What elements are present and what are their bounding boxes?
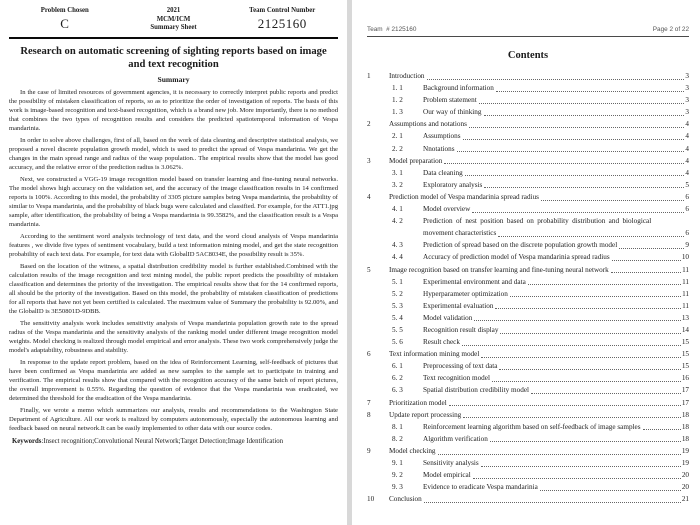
- toc-title: Sensitivity analysis: [423, 459, 479, 467]
- toc-entry: [367, 312, 689, 324]
- toc-leader-dots: [473, 478, 681, 479]
- toc-entry: [367, 215, 689, 227]
- toc-number: 5. 1: [392, 277, 403, 286]
- toc-leader-dots: [541, 200, 684, 201]
- toc-title: Experimental evaluation: [423, 301, 494, 310]
- toc-entry: [367, 384, 689, 396]
- toc-entry: [367, 130, 689, 142]
- toc-page-number: 4: [685, 120, 689, 129]
- toc-number: 10: [367, 495, 375, 504]
- toc-title: Accuracy of prediction model of Vespa mandarinia spread radius: [423, 253, 610, 262]
- toc-page-number: 11: [682, 277, 689, 286]
- toc-page-number: 11: [682, 265, 689, 274]
- toc-leader-dots: [438, 454, 681, 455]
- toc-page-number: 3: [685, 84, 689, 93]
- toc-leader-dots: [424, 502, 681, 503]
- toc-entry: [367, 155, 689, 167]
- toc-number: 8. 2: [392, 434, 403, 443]
- toc-entry: [367, 239, 689, 251]
- toc-page-number: 20: [681, 471, 689, 480]
- toc-leader-dots: [540, 490, 681, 491]
- toc-leader-dots: [510, 296, 681, 297]
- toc-title: Preprocessing of text data: [423, 362, 498, 371]
- toc-number: 1. 3: [392, 108, 403, 117]
- toc-number: 5. 6: [392, 338, 403, 347]
- toc-entry: [367, 409, 689, 421]
- toc-page-number: 19: [681, 446, 689, 455]
- toc-entry: [367, 227, 689, 239]
- toc-leader-dots: [643, 429, 681, 430]
- toc-number: 9: [367, 446, 371, 455]
- toc-entry: [367, 82, 689, 94]
- running-head-page-number: Page 2 of 22: [652, 26, 689, 33]
- toc-leader-dots: [465, 175, 685, 176]
- toc-entry: [367, 143, 689, 155]
- toc-number: 2. 1: [392, 132, 403, 141]
- toc-page-number: 3: [685, 96, 689, 105]
- toc-entry: [367, 493, 689, 505]
- toc-leader-dots: [500, 333, 680, 334]
- summary-heading: Summary: [157, 74, 190, 84]
- toc-entry: [367, 348, 689, 360]
- toc-page-number: 15: [681, 350, 689, 359]
- toc-leader-dots: [474, 320, 681, 321]
- toc-title: Update report processing: [389, 410, 462, 419]
- toc-number: 4: [367, 192, 371, 201]
- toc-page-number: 19: [681, 459, 689, 467]
- toc-number: 3: [367, 156, 371, 165]
- toc-number: 2: [367, 120, 371, 129]
- toc-page-number: 6: [685, 205, 689, 214]
- toc-number: 5. 4: [392, 313, 403, 322]
- toc-entry: [367, 70, 689, 82]
- toc-number: 6. 2: [392, 374, 403, 383]
- toc-entry: [367, 445, 689, 457]
- toc-number: 5. 5: [392, 325, 403, 334]
- toc-page-number: 15: [681, 338, 689, 347]
- toc-page-number: 17: [681, 386, 689, 395]
- team-number-block: [230, 7, 334, 33]
- toc-title: Model checking: [389, 446, 436, 455]
- toc-title: Spatial distribution credibility model: [423, 386, 530, 395]
- toc-leader-dots: [479, 103, 685, 104]
- toc-leader-dots: [492, 381, 681, 382]
- toc-title: Reinforcement learning algorithm based on self-feedback of image samples: [423, 422, 641, 431]
- team-number-value: 2125160: [257, 15, 307, 31]
- toc-entry: [367, 106, 689, 118]
- toc-leader-dots: [619, 248, 684, 249]
- toc-title: Prioritization model: [389, 398, 447, 407]
- toc-title: Experimental environment and data: [423, 277, 526, 286]
- toc-title: Problem statement: [423, 96, 477, 105]
- toc-number: 6. 1: [392, 362, 403, 371]
- toc-number: 9. 3: [392, 483, 403, 492]
- toc-page-number: 18: [681, 434, 689, 443]
- toc-page-number: 4: [685, 156, 689, 165]
- toc-number: 1. 2: [392, 96, 403, 105]
- contents-title: Contents: [507, 50, 549, 61]
- toc-title: Assumptions: [423, 132, 461, 141]
- contest-block: [117, 7, 231, 33]
- toc-number: 7: [367, 398, 371, 407]
- toc-title: Algorithm verification: [423, 434, 488, 443]
- toc-page-number: 16: [681, 374, 689, 383]
- toc-title: Text recognition model: [423, 374, 490, 383]
- summary-paragraph: The sensitivity analysis work includes sensitivity analysis of Vespa mandarinia population growth rate to the spread radius of the Vespa mandarinia and the sensitivity analysis of the ranking model under different image recognition model weights. Model checking is realized through model empirical and error analysis. These two work comprehensively judge the model's adaptability, robustness and stability.: [9, 319, 338, 354]
- toc-entry: [367, 167, 689, 179]
- toc-leader-dots: [496, 91, 685, 92]
- toc-number: 1: [367, 72, 371, 80]
- toc-title: Hyperparameter optimization: [423, 289, 508, 298]
- toc-page-number: 6: [685, 192, 689, 201]
- summary-paragraph: In response to the update report problem, based on the idea of Reinforcement Learning, self-feedback of pictures that have been confirmed as Vespa mandarinia are added as new samples to the sample set to participate in training and verification. The empirical results show that compared with the recognition accuracy of the same batch of report pictures, the overall improvement is 0.55%. Regarding the question of evidence that the Vespa mandarinia was eradicated, we determined the threshold for the eradication of the Vespa mandarinia.: [9, 358, 338, 402]
- toc-page-number: 4: [685, 168, 689, 177]
- toc-page-number: 20: [681, 483, 689, 492]
- toc-leader-dots: [481, 357, 680, 358]
- toc-title: Text information mining model: [389, 350, 480, 359]
- toc-page-number: 9: [685, 241, 689, 250]
- toc-entry: [367, 276, 689, 288]
- toc-title: Evidence to eradicate Vespa mandarinia: [423, 483, 538, 492]
- toc-number: 8: [367, 410, 371, 419]
- toc-leader-dots: [495, 308, 681, 309]
- summary-paragraph: Next, we constructed a VGG-19 image recognition model based on transfer learning and fine-tuning neural networks. The model shows high accuracy on the validation set, and the accuracy of the image classification results in 14 confirmed reports is 100%. According to this model, the probability of 3305 picture samples being Vespa mandarinia, the probability of similar to Vespa mandarinia, and the probability of black bugs were calculated and classified. For example, for the ATT1.jpg sample, after identification, the probability of being a Vespa mandarinia is 99.3582%, and the classification result is a Vespa mandarinia.: [9, 175, 338, 228]
- problem-chosen-label: Problem Chosen: [40, 7, 89, 14]
- toc-entry: [367, 191, 689, 203]
- toc-page-number: 10: [681, 253, 689, 262]
- toc-leader-dots: [463, 417, 681, 418]
- problem-chosen-block: [13, 7, 117, 33]
- toc-title: Prediction model of Vespa mandarinia spread radius: [389, 192, 539, 201]
- toc-title: Recognition result display: [423, 325, 499, 334]
- summary-sheet-header: [9, 5, 338, 39]
- toc-number: 8. 1: [392, 422, 403, 431]
- toc-entry: [367, 481, 689, 493]
- toc-leader-dots: [498, 236, 684, 237]
- toc-title: Assumptions and notations: [389, 120, 467, 129]
- toc-list: [367, 70, 689, 505]
- toc-page-number: 14: [681, 325, 689, 334]
- contents-page-header: [367, 26, 689, 37]
- paper-title: Research on automatic screening of sighting reports based on image and text recognition: [20, 45, 327, 70]
- toc-number: 5: [367, 265, 371, 274]
- toc-entry: [367, 324, 689, 336]
- toc-entry: [367, 421, 689, 433]
- toc-entry: [367, 372, 689, 384]
- toc-page-number: 15: [681, 362, 689, 371]
- toc-page-number: 18: [681, 410, 689, 419]
- toc-number: 6: [367, 350, 371, 359]
- toc-leader-dots: [612, 260, 681, 261]
- toc-page-number: 5: [685, 180, 689, 189]
- summary-paragraph: In order to solve above challenges, first of all, based on the work of data cleaning and descriptive statistical analysis, we proposed a novel discrete population growth model, which is used to predict the spread of Vespa mandarinia. We get the changes in the main spread range and radius of the wasp population.. The empirical results show that the model has good accuracy, and the relative error of the prediction radius is 3.062%.: [9, 136, 338, 171]
- toc-leader-dots: [528, 284, 681, 285]
- summary-paragraph: In the case of limited resources of government agencies, it is necessary to correctly interpret public reports and predict the possibility of mistaken classification of reports, so as to prioritize the order of investigation of reports. The basis of this work is image-based recognition and text-based recognition, which is a brand new job. More importantly, there is no method that combines the two types of recognition results and considers the predicted spatiotemporal information of Vespa mandarinia.: [9, 88, 338, 132]
- toc-page-number: 17: [681, 398, 689, 407]
- keywords-label: Keywords: [12, 437, 42, 445]
- toc-page-number: 3: [685, 108, 689, 117]
- toc-title: Nnotations: [423, 144, 455, 153]
- toc-title: movement characteristics: [423, 229, 497, 238]
- toc-title: Result check: [423, 338, 460, 347]
- summary-paragraph: Finally, we wrote a memo which summarizes our analysis, results and recommendations to the Washington State Department of Agriculture. All our work is realized by computers autonomously, especially the autonomous learning and feedback based on neural network.It can be easily implemented to other data with our source codes.: [9, 406, 338, 432]
- toc-leader-dots: [484, 115, 685, 116]
- toc-number: 3. 2: [392, 180, 403, 189]
- toc-number: 3. 1: [392, 168, 403, 177]
- contents-page: [352, 0, 700, 525]
- toc-entry: [367, 360, 689, 372]
- toc-title: Background information: [423, 84, 494, 93]
- toc-number: 2. 2: [392, 144, 403, 153]
- toc-entry: [367, 469, 689, 481]
- toc-entry: [367, 203, 689, 215]
- toc-leader-dots: [427, 79, 685, 80]
- toc-entry: [367, 251, 689, 263]
- toc-number: 1. 1: [392, 84, 403, 93]
- toc-page-number: 6: [685, 229, 689, 238]
- toc-title: Model overview: [423, 205, 471, 214]
- toc-title: Data cleaning: [423, 168, 463, 177]
- problem-chosen-value: C: [60, 15, 70, 31]
- toc-title: Model preparation: [389, 156, 443, 165]
- toc-title: Exploratory analysis: [423, 180, 483, 189]
- toc-title: Prediction of nest position based on probability distribution and biological: [423, 217, 652, 226]
- toc-entry: [367, 118, 689, 130]
- toc-page-number: 4: [685, 144, 689, 153]
- toc-entry: [367, 433, 689, 445]
- toc-entry: [367, 288, 689, 300]
- toc-leader-dots: [481, 466, 681, 467]
- summary-sheet-page: [0, 0, 347, 525]
- toc-leader-dots: [611, 272, 681, 273]
- summary-paragraph: According to the sentiment word analysis technology of text data, and the word cloud analysis of Vespa mandarinia features , we divide five types of sentiment vocabulary, build a text information mining model, and get the state recognition probability of each text data. For example, for text data with GlobalID 5AC8034E, the possibility result is 35%.: [9, 232, 338, 258]
- toc-number: 9. 1: [392, 459, 403, 467]
- running-head-team: Team # 2125160: [367, 26, 417, 33]
- summary-paragraphs: [9, 88, 338, 433]
- toc-number: 4. 4: [392, 253, 403, 262]
- keywords-line: [9, 437, 338, 446]
- toc-leader-dots: [490, 441, 681, 442]
- toc-title: Image recognition based on transfer learning and fine-tuning neural network: [389, 265, 609, 274]
- toc-page-number: 11: [682, 301, 689, 310]
- toc-number: 5. 2: [392, 289, 403, 298]
- toc-title: Model validation: [423, 313, 473, 322]
- toc-page-number: 21: [681, 495, 689, 504]
- toc-number: 6. 3: [392, 386, 403, 395]
- contest-name: MCM/ICM: [156, 15, 191, 23]
- contest-sheet-type: Summary Sheet: [150, 24, 197, 31]
- toc-page-number: 13: [681, 313, 689, 322]
- toc-page-number: 4: [685, 132, 689, 141]
- toc-leader-dots: [457, 151, 685, 152]
- toc-entry: [367, 300, 689, 312]
- toc-leader-dots: [499, 369, 680, 370]
- toc-number: 4. 3: [392, 241, 403, 250]
- toc-title: Introduction: [389, 72, 425, 80]
- toc-page-number: 3: [685, 72, 689, 80]
- toc-entry: [367, 397, 689, 409]
- toc-title: Our way of thinking: [423, 108, 482, 117]
- toc-leader-dots: [444, 163, 684, 164]
- keywords-text: :Insect recognition;Convolutional Neural Network;Target Detection;Image Identification: [41, 437, 284, 445]
- toc-title: Model empirical: [423, 471, 471, 480]
- toc-leader-dots: [484, 187, 684, 188]
- toc-number: 5. 3: [392, 301, 403, 310]
- toc-leader-dots: [449, 405, 681, 406]
- toc-entry: [367, 457, 689, 469]
- toc-number: 4. 1: [392, 205, 403, 214]
- toc-title: Prediction of spread based on the discrete population growth model: [423, 241, 618, 250]
- toc-number: 9. 2: [392, 471, 403, 480]
- toc-entry: [367, 94, 689, 106]
- toc-entry: [367, 336, 689, 348]
- toc-page-number: 18: [681, 422, 689, 431]
- toc-leader-dots: [469, 127, 685, 128]
- toc-entry: [367, 264, 689, 276]
- toc-leader-dots: [531, 393, 681, 394]
- team-number-label: Team Control Number: [249, 7, 316, 14]
- toc-entry: [367, 179, 689, 191]
- toc-page-number: 11: [682, 289, 689, 298]
- toc-leader-dots: [472, 212, 684, 213]
- toc-leader-dots: [462, 345, 681, 346]
- summary-paragraph: Based on the location of the witness, a spatial distribution credibility model is further established.Combined with the calculation results of the image recognition and text mining model, the public report predicts the possibility of mistaken classification and determines the priority of the investigation. The empirical results show that for the 14 confirmed reports, all should be the priority of the investigation. Based on this model, the probability of mistaken classification of predictions for all reports that have not yet been certified is calculated. The maximum value of Summary the probability is 92.00%, and the GlobalID is 3E50801D-9DBB.: [9, 262, 338, 315]
- toc-leader-dots: [463, 139, 685, 140]
- toc-number: 4. 2: [392, 217, 403, 226]
- contest-year: 2021: [166, 7, 181, 14]
- toc-title: Conclusion: [389, 495, 422, 504]
